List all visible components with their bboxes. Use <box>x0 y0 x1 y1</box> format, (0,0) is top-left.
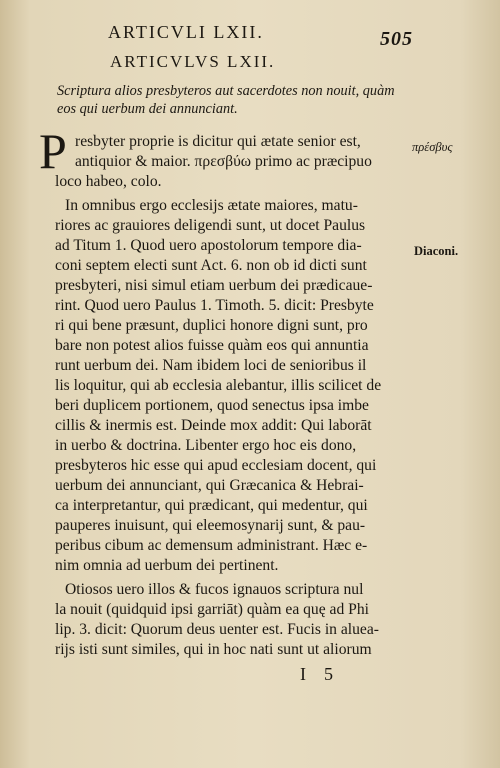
signature-mark: I <box>300 664 324 684</box>
body-line: loco habeo, colo. <box>55 173 162 190</box>
body-line: presbyteri, nisi simul etiam uerbum dei prædicaue- <box>55 277 373 294</box>
body-line: pauperes inuisunt, qui eleemosynarij sunt, & pau- <box>55 517 366 534</box>
body-line: riores ac grauiores deligendi sunt, ut docet Paulus <box>55 217 366 234</box>
catchword: 5 <box>324 664 351 684</box>
body-line: rint. Quod uero Paulus 1. Timoth. 5. dicit: Presbyte <box>55 297 374 314</box>
margin-note-diaconi: Diaconi. <box>414 244 459 258</box>
body-line: antiquior & maior. πρεσβύω primo ac præcipuo <box>75 153 372 170</box>
body-line: ri qui bene præsunt, duplici honore digni sunt, pro <box>55 317 368 334</box>
body-line: nim omnia ad uerbum dei pertinent. <box>55 557 279 574</box>
summary-line: eos qui uerbum dei annunciant. <box>57 101 238 117</box>
page-number: 505 <box>380 28 413 50</box>
body-line: bare non potest alios fuisse quàm eos qui annuntia <box>55 337 369 354</box>
body-line: coni septem electi sunt Act. 6. non ob id dicti sunt <box>55 257 367 274</box>
body-line: presbyteros hic esse qui apud ecclesiam docent, qui <box>55 457 377 474</box>
body-line: uerbum dei annunciant, qui Græcanica & Hebrai- <box>55 477 364 494</box>
running-head: ARTICVLI LXII. <box>108 22 264 42</box>
body-line: la nouit (quidquid ipsi garriāt) quàm ea quę ad Phi <box>55 601 369 618</box>
body-line: lip. 3. dicit: Quorum deus uenter est. Fucis in aluea- <box>55 621 379 638</box>
body-line: In omnibus ergo ecclesijs ætate maiores, matu- <box>65 197 358 214</box>
body-line: lis loquitur, qui ab ecclesia alebantur, illis scilicet de <box>55 377 382 394</box>
article-summary <box>57 82 407 118</box>
body-line: beri duplicem portionem, quod senectus ipsa imbe <box>55 397 369 414</box>
body-line: cillis & inermis est. Deinde mox addit: Qui laborāt <box>55 417 372 434</box>
body-line: Otiosos uero illos & fucos ignauos scriptura nul <box>65 581 364 598</box>
body-line: resbyter proprie is dicitur qui ætate senior est, <box>75 133 361 150</box>
body-line: runt uerbum dei. Nam ibidem loci de senioribus il <box>55 357 367 374</box>
summary-line: Scriptura alios presbyteros aut sacerdotes non nouit, quàm <box>57 83 395 99</box>
body-line: ca interpretantur, qui prædicant, qui medentur, qui <box>55 497 368 514</box>
page-footer <box>300 664 351 685</box>
article-heading: ARTICVLVS LXII. <box>110 52 276 71</box>
body-line: ad Titum 1. Quod uero apostolorum tempore dia- <box>55 237 362 254</box>
body-line: rijs isti sunt similes, qui in hoc nati sunt ut aliorum <box>55 641 372 658</box>
drop-cap: P <box>39 123 67 179</box>
body-line: peribus cibum ac demensum administrant. Hæc e- <box>55 537 368 554</box>
margin-note-greek: πρέσβυς <box>412 140 453 154</box>
body-line: in uerbo & doctrina. Libenter ergo hoc eis dono, <box>55 437 357 454</box>
